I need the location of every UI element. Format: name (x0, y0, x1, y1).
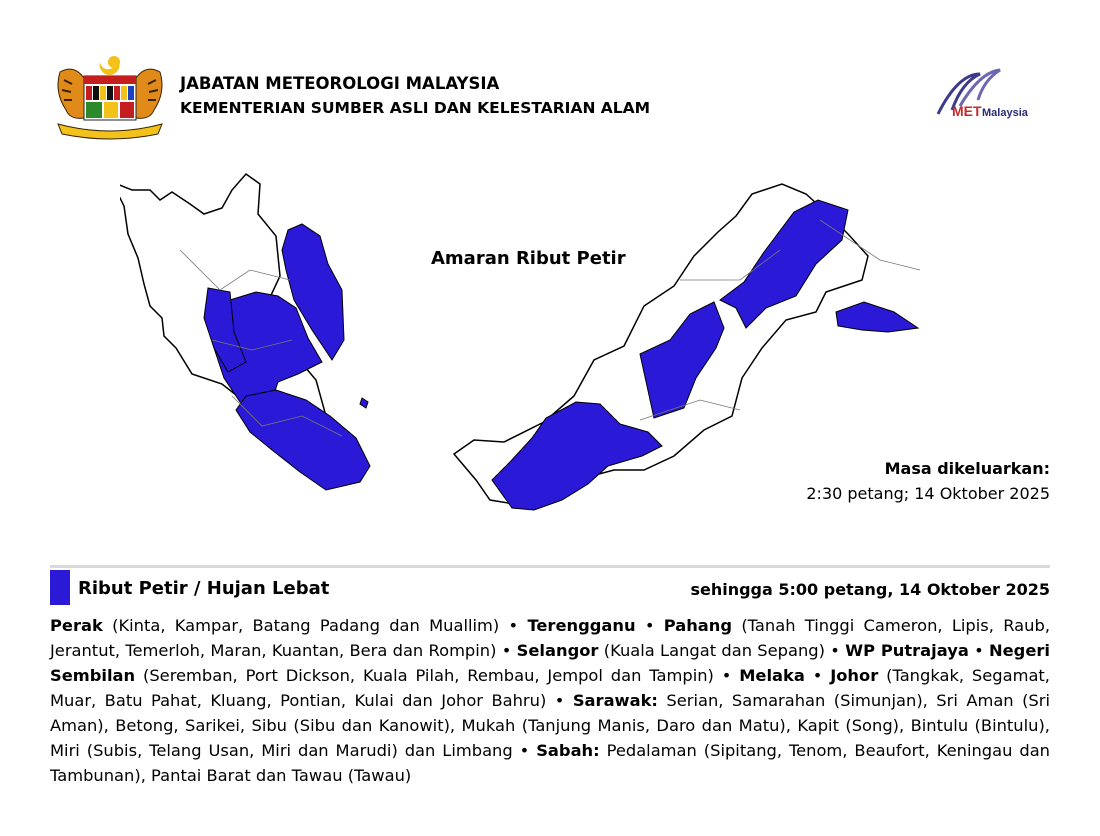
warning-region-sabah-tawau (836, 302, 918, 332)
section-title: Ribut Petir / Hujan Lebat (78, 578, 330, 599)
area-state: Negeri Sembilan (50, 641, 1050, 685)
area-separator: • (713, 666, 740, 685)
section-divider (50, 565, 1050, 568)
area-state: Sabah: (536, 741, 600, 760)
section-valid-until: sehingga 5:00 petang, 14 Oktober 2025 (690, 580, 1050, 599)
area-state: Pahang (663, 616, 733, 635)
area-detail: (Tanah Tinggi Cameron, Lipis, Raub, Jerantut, Temerloh, Maran, Kuantan, Bera dan Rompin) (50, 616, 1050, 660)
area-separator: • (804, 666, 831, 685)
area-detail: Serian, Samarahan (Simunjan), Sri Aman (Sri Aman), Betong, Sarikei, Sibu (Sibu dan Kanowit), Mukah (Tanjung Manis, Daro dan Matu), Kapit (Song), Bintulu (Bintulu), Miri (Subis, Telang Usan, Miri dan Marudi) dan Limbang (50, 691, 1050, 760)
issued-label: Masa dikeluarkan: (884, 459, 1050, 478)
logo-malaysia-text: Malaysia (982, 107, 1028, 119)
area-separator: • (499, 616, 528, 635)
area-detail: (Seremban, Port Dickson, Kuala Pilah, Rembau, Jempol dan Tampin) (135, 666, 714, 685)
malaysia-coat-of-arms-icon (50, 50, 170, 140)
area-separator: • (496, 641, 517, 660)
area-state: Terengganu (527, 616, 636, 635)
area-detail: (Kuala Langat dan Sepang) (598, 641, 825, 660)
area-state: Sarawak: (572, 691, 658, 710)
svg-text:MET (952, 103, 982, 119)
area-state: Melaka (739, 666, 805, 685)
issued-time: 2:30 petang; 14 Oktober 2025 (806, 484, 1050, 503)
area-separator: • (512, 741, 537, 760)
svg-text:Malaysia (982, 107, 1029, 119)
issued-block (806, 456, 1050, 506)
map-title: Amaran Ribut Petir (431, 248, 626, 269)
area-detail: (Tangkak, Segamat, Muar, Batu Pahat, Kluang, Pontian, Kulai dan Johor Bahru) (50, 666, 1050, 710)
peninsular-malaysia (120, 174, 370, 490)
logo-met-text: MET (952, 103, 982, 119)
area-separator: • (546, 691, 573, 710)
met-malaysia-logo (930, 66, 1050, 122)
warning-region-south (236, 390, 370, 490)
area-state: WP Putrajaya (845, 641, 969, 660)
area-separator: • (635, 616, 664, 635)
area-separator: • (968, 641, 990, 660)
area-state: Johor (830, 666, 879, 685)
area-detail: Pedalaman (Sipitang, Tenom, Beaufort, Keningau dan Tambunan), Pantai Barat dan Tawau (Tawau) (50, 741, 1050, 785)
affected-areas-text (50, 613, 1050, 788)
area-state: Selangor (516, 641, 599, 660)
area-separator: • (824, 641, 846, 660)
ministry-name: KEMENTERIAN SUMBER ASLI DAN KELESTARIAN ALAM (180, 99, 651, 117)
section-accent-bar (50, 570, 70, 605)
area-state: Perak (50, 616, 103, 635)
org-name: JABATAN METEOROLOGI MALAYSIA (180, 74, 500, 93)
area-detail: (Kinta, Kampar, Batang Padang dan Muallim) (102, 616, 500, 635)
